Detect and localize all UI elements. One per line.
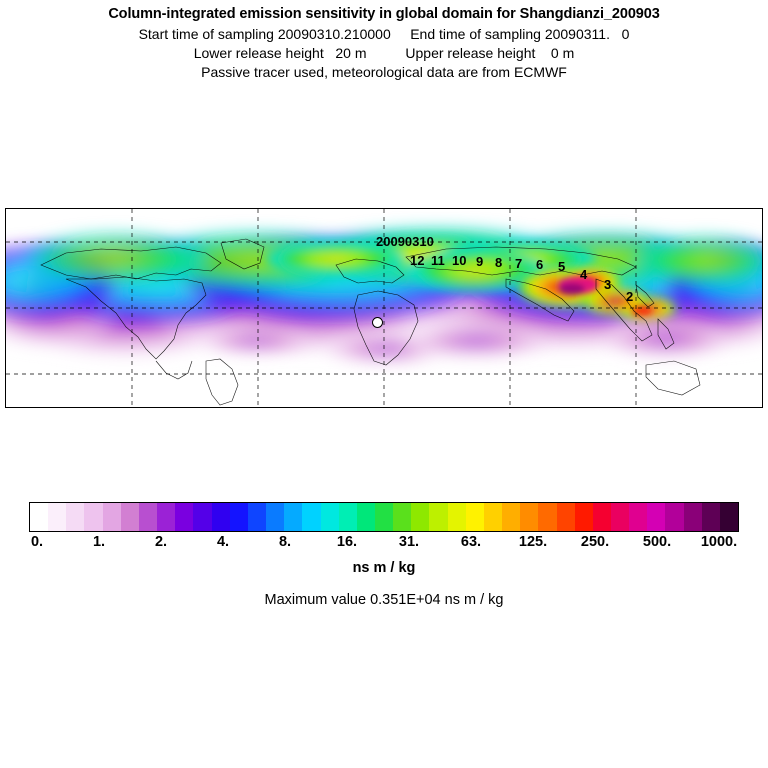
colorbar-swatch [448, 503, 466, 531]
colorbar-swatch [357, 503, 375, 531]
trajectory-hour-2: 2 [626, 289, 634, 304]
colorbar-swatch [720, 503, 738, 531]
colorbar-tick: 16. [336, 534, 358, 550]
colorbar-swatch [248, 503, 266, 531]
colorbar-container [29, 502, 739, 552]
colorbar-swatch [193, 503, 211, 531]
colorbar-swatch [212, 503, 230, 531]
maximum-value-label: Maximum value 0.351E+04 ns m / kg [264, 592, 504, 608]
colorbar-swatch [103, 503, 121, 531]
emission-sensitivity-heatmap [6, 209, 762, 407]
colorbar-unit-label: ns m / kg [352, 560, 416, 576]
trajectory-hour-8: 8 [495, 255, 503, 270]
page-title: Column-integrated emission sensitivity in global domain for Shangdianzi_200903 [108, 6, 660, 22]
colorbar-swatch [302, 503, 320, 531]
sampling-time-line: Start time of sampling 20090310.210000 End time of sampling 20090311. 0 [138, 26, 630, 42]
chart-header [0, 6, 768, 83]
colorbar-swatch [230, 503, 248, 531]
release-point-marker [372, 317, 383, 328]
colorbar-tick: 8. [278, 534, 292, 550]
colorbar-swatch [48, 503, 66, 531]
map-panel [5, 208, 763, 408]
colorbar-swatch [466, 503, 484, 531]
colorbar-swatch [375, 503, 393, 531]
colorbar-swatch [284, 503, 302, 531]
colorbar-swatch [575, 503, 593, 531]
trajectory-hour-5: 5 [558, 259, 566, 274]
colorbar-swatch [647, 503, 665, 531]
colorbar-tick: 125. [518, 534, 548, 550]
colorbar-tick: 4. [216, 534, 230, 550]
colorbar-tick: 250. [580, 534, 610, 550]
colorbar-tick: 31. [398, 534, 420, 550]
colorbar-swatch [339, 503, 357, 531]
colorbar-swatch [484, 503, 502, 531]
colorbar-swatch [520, 503, 538, 531]
colorbar-swatch [611, 503, 629, 531]
tracer-met-line: Passive tracer used, meteorological data are from ECMWF [201, 64, 567, 80]
colorbar-swatch [157, 503, 175, 531]
trajectory-hour-6: 6 [536, 257, 544, 272]
colorbar-swatch [393, 503, 411, 531]
colorbar-tick: 0. [30, 534, 44, 550]
colorbar-swatch [266, 503, 284, 531]
colorbar-swatch [411, 503, 429, 531]
trajectory-hour-3: 3 [604, 277, 612, 292]
colorbar-swatch [321, 503, 339, 531]
colorbar-swatch [702, 503, 720, 531]
colorbar-swatch [629, 503, 647, 531]
colorbar-swatch [121, 503, 139, 531]
colorbar-swatch [593, 503, 611, 531]
colorbar-swatch [502, 503, 520, 531]
release-height-line: Lower release height 20 m Upper release height 0 m [193, 45, 575, 61]
colorbar-swatch [684, 503, 702, 531]
trajectory-hour-10: 10 [452, 253, 467, 268]
colorbar-tick: 1000. [700, 534, 738, 550]
trajectory-hour-7: 7 [515, 256, 523, 271]
colorbar-swatch [665, 503, 683, 531]
trajectory-hour-9: 9 [476, 254, 484, 269]
colorbar-swatch [30, 503, 48, 531]
trajectory-hour-12: 12 [410, 253, 425, 268]
colorbar-swatch [429, 503, 447, 531]
colorbar-tick-labels [29, 534, 739, 552]
colorbar-swatch [175, 503, 193, 531]
trajectory-hour-4: 4 [580, 267, 588, 282]
trajectory-date-label: 20090310 [376, 234, 434, 249]
colorbar [29, 502, 739, 532]
colorbar-swatch [139, 503, 157, 531]
colorbar-swatch [538, 503, 556, 531]
colorbar-tick: 500. [642, 534, 672, 550]
colorbar-tick: 1. [92, 534, 106, 550]
colorbar-swatch [84, 503, 102, 531]
colorbar-swatch [557, 503, 575, 531]
colorbar-tick: 63. [460, 534, 482, 550]
colorbar-swatch [66, 503, 84, 531]
trajectory-hour-11: 11 [431, 253, 445, 268]
colorbar-tick: 2. [154, 534, 168, 550]
